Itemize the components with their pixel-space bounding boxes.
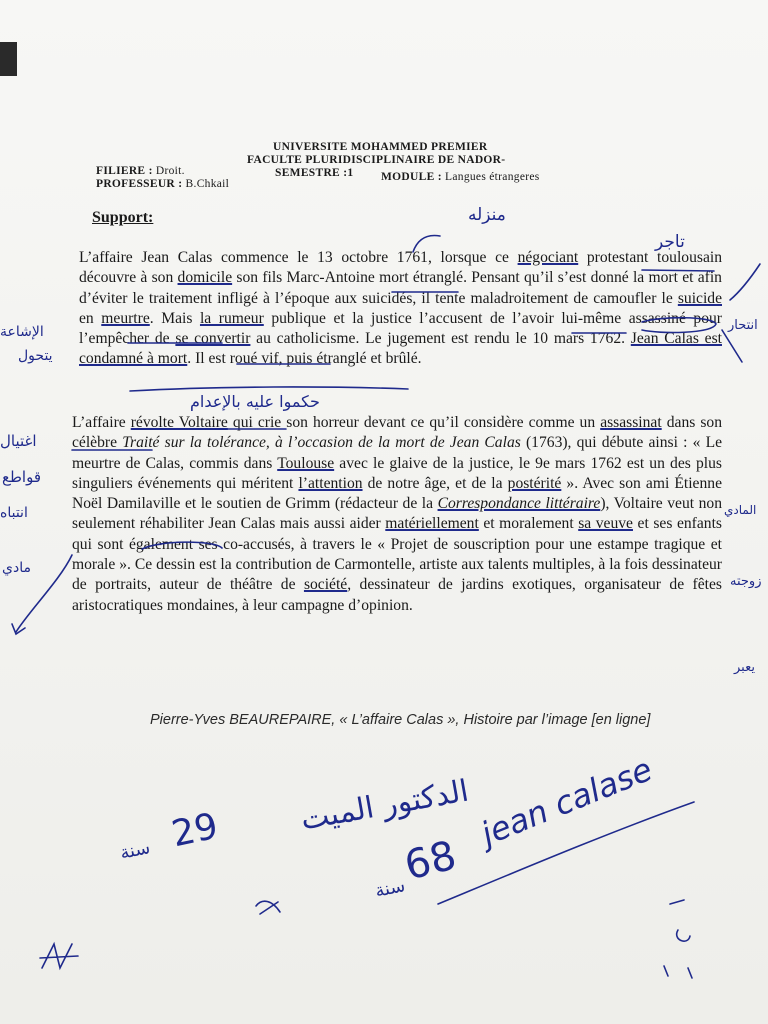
paragraph-1: L’affaire Jean Calas commence le 13 octobre 1761, lorsque ce négociant protestant toulousain découvre à son domicile son fils Marc-Antoine mort étranglé. Pensant qu’il s’est donné la mort et afin d’éviter le traitement infligé à l’époque aux suicidés, il tente maladroitement de camoufler le suicide en meurtre. Mais la rumeur publique et la justice l’accusent de l’avoir lui-même assassiné pour l’empêcher de se convertir au catholicisme. Le jugement est rendu le 10 mars 1762. Jean Calas est condamné à mort. Il est roué vif, puis étranglé et brûlé. [79, 249, 722, 368]
filiere-value: Droit. [155, 165, 185, 177]
margin-tick-2 [677, 930, 690, 941]
circle-voltaire-stroke [142, 542, 222, 549]
handwriting-left-4: قواطع [2, 468, 42, 486]
under-condamne-stroke [130, 387, 408, 391]
module-label: MODULE : [381, 171, 442, 183]
handwriting-jean-calase: jean calase [475, 750, 658, 853]
faculty-name: FACULTE PLURIDISCIPLINAIRE DE NADOR- [247, 154, 506, 166]
handwriting-arabic-line: الدكتور الميت [298, 773, 472, 838]
university-name: UNIVERSITE MOHAMMED PREMIER [273, 141, 488, 153]
handwriting-right-4: يعبر [734, 660, 755, 675]
bracket-13-stroke [413, 236, 440, 252]
signature-jean-stroke [438, 802, 694, 904]
semestre-label: SEMESTRE :1 [275, 167, 354, 179]
handwriting-left-2: يتحول [18, 348, 53, 364]
handwriting-right-3: زوجته [730, 574, 762, 589]
corner-scribble-stroke [40, 944, 78, 968]
support-title: Support: [92, 209, 154, 226]
handwriting-tajir: تاجر [655, 232, 685, 252]
handwriting-sana-right: سنة [373, 875, 408, 902]
handwriting-left-3: اغتيال [0, 432, 37, 450]
filiere-label: FILIERE : [96, 165, 153, 177]
handwriting-number-68: 68 [400, 832, 461, 890]
handwriting-right-2: المادي [724, 503, 757, 517]
margin-tick-3 [664, 966, 692, 978]
handwriting-number-29: 29 [168, 805, 222, 856]
module-value: Langues étrangeres [445, 171, 540, 183]
handwriting-left-6: مادي [2, 560, 31, 576]
source-citation: Pierre-Yves BEAUREPAIRE, « L’affaire Calas », Histoire par l’image [en ligne] [150, 712, 651, 728]
arrow-left-stroke [16, 555, 72, 632]
under-negociant-stroke [642, 270, 714, 271]
margin-tick-1 [670, 900, 684, 904]
professeur-label: PROFESSEUR : [96, 178, 183, 190]
handwriting-left-1: الإشاعة [0, 324, 44, 340]
right-margin-stroke-2 [722, 330, 742, 362]
scribble-stroke [256, 901, 280, 914]
paragraph-2: L’affaire révolte Voltaire qui crie son horreur devant ce qu’il considère comme un assassinat dans son célèbre Traité sur la tolérance, à l’occasion de la mort de Jean Calas (1763), qui débute ainsi : « Le meurtre de Calas, commis dans Toulouse avec le glaive de la justice, le 9e mars 1762 est un des plus singuliers événements qui méritent l’attention de notre âge, et de la postérité ». Avec son ami Étienne Noël Damilaville et le soutien de Grimm (rédacteur de la Correspondance littéraire), Voltaire veut non seulement réhabiliter Jean Calas mais aussi aider matériellement et moralement sa veuve et ses enfants qui sont également ses co-accusés, à travers le « Projet de souscription pour une estampe tragique et morale ». Ce dessin est la contribution de Carmontelle, artiste aux talents multiples, à la fois dessinateur de portraits, auteur de théâtre de société, dessinateur de jardins exotiques, organisateur de fêtes aristocratiques mondaines, à leur campagne d’opinion. [72, 414, 723, 614]
handwriting-right-1: انتحار [728, 318, 758, 333]
handwriting-manzil: منزله [468, 205, 506, 225]
handwriting-hukima: حكموا عليه بالإعدام [190, 392, 320, 411]
handwriting-sana-left: سنة [118, 837, 153, 864]
right-margin-stroke-1 [730, 264, 760, 300]
handwriting-left-5: انتباه [0, 505, 28, 521]
circle-meurtre-stroke [642, 318, 716, 333]
professeur-value: B.Chkail [185, 178, 230, 190]
